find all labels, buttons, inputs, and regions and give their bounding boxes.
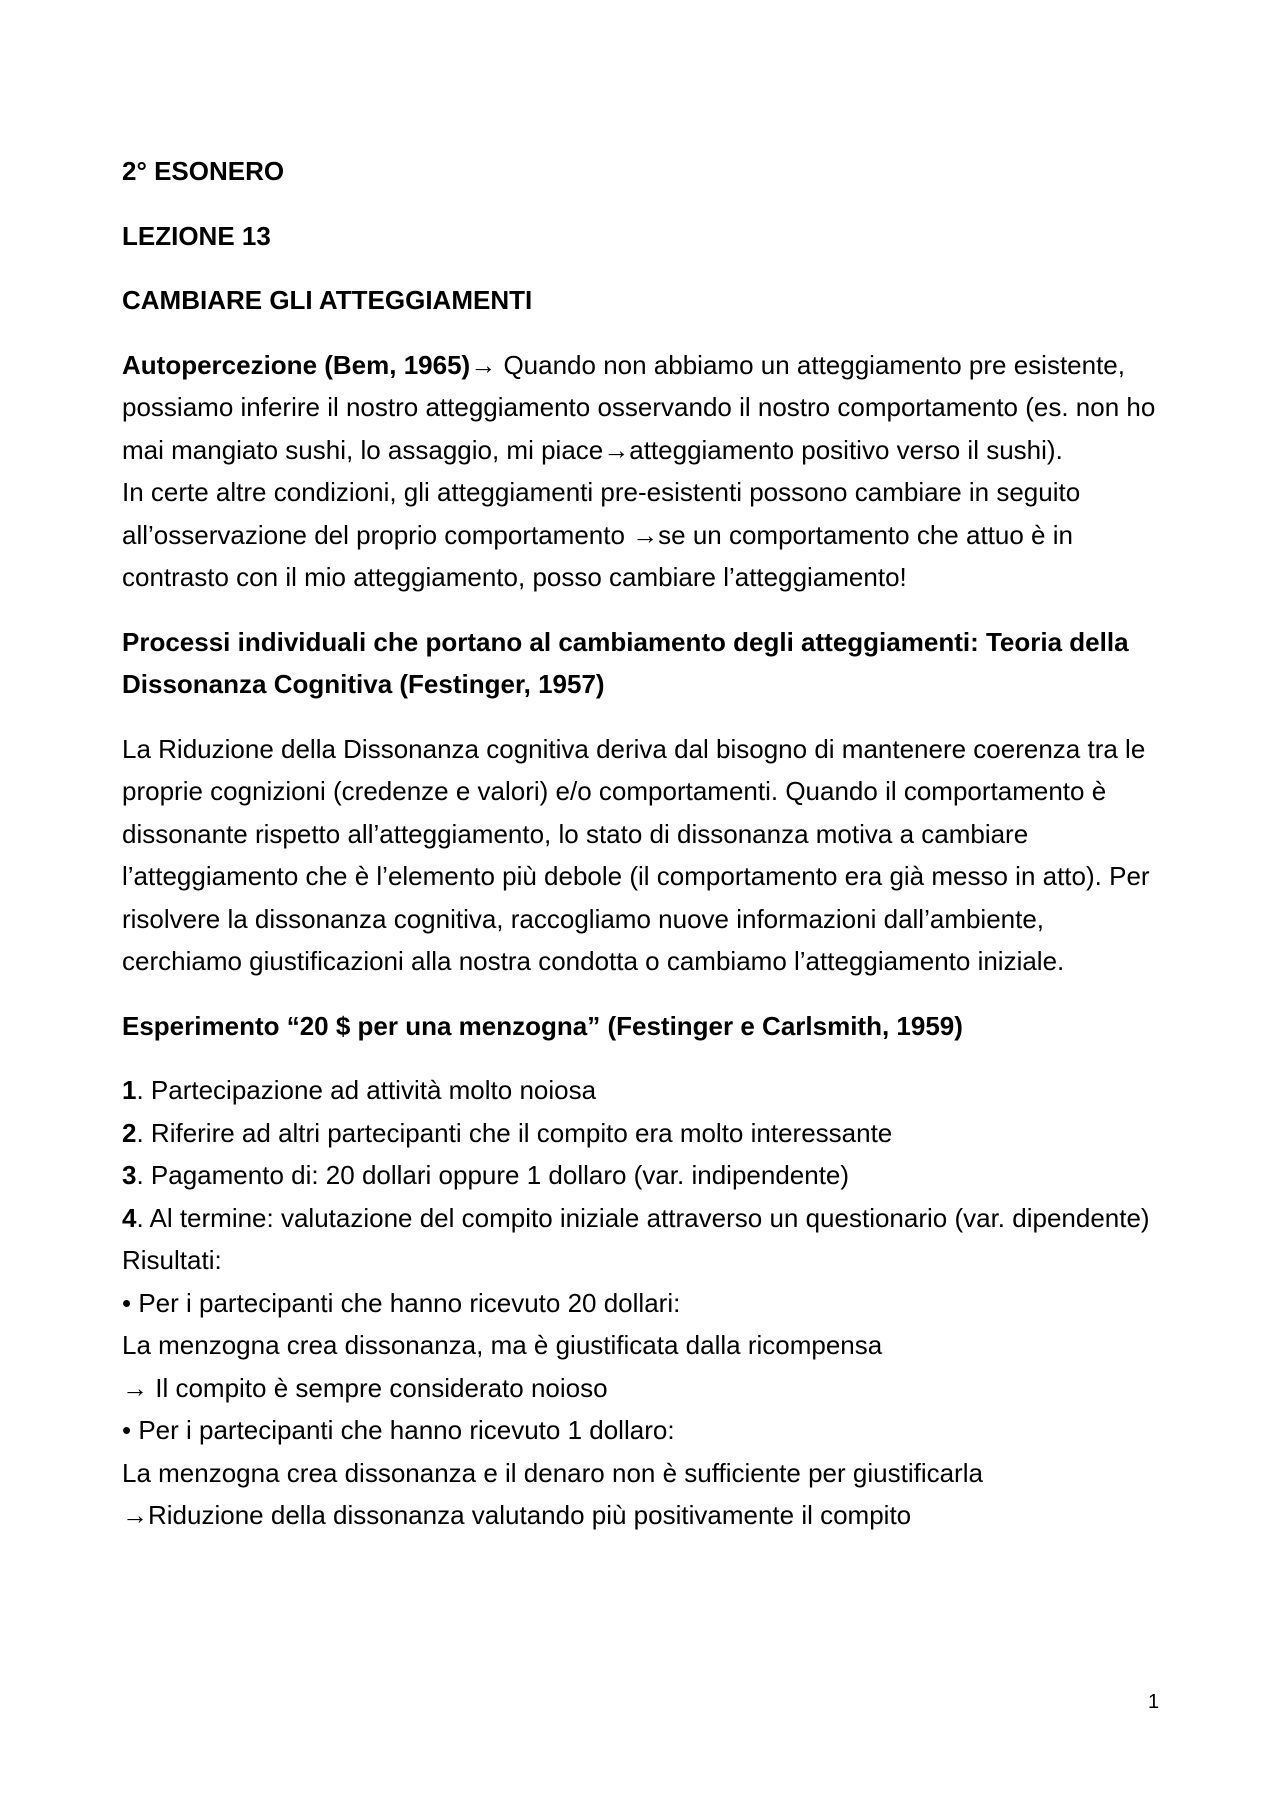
step-text: . Al termine: valutazione del compito iniziale attraverso un questionario (var. dipendente)	[136, 1202, 1150, 1233]
list-item	[122, 1069, 1162, 1112]
heading-lesson: LEZIONE 13	[122, 220, 271, 251]
heading-topic: CAMBIARE GLI ATTEGGIAMENTI	[122, 285, 533, 315]
list-item	[122, 1112, 1162, 1155]
list-item	[122, 1154, 1162, 1197]
step-number: 2	[122, 1117, 137, 1148]
results-label: Risultati:	[122, 1245, 222, 1275]
experiment-steps	[122, 1069, 1162, 1537]
step-number: 3	[122, 1160, 137, 1190]
results-line: • Per i partecipanti che hanno ricevuto 1 dollaro:	[122, 1415, 675, 1445]
results-line: →Riduzione della dissonanza valutando più positivamente il compito	[122, 1500, 912, 1530]
experiment-title: Esperimento “20 $ per una menzogna” (Festinger e Carlsmith, 1959)	[122, 1010, 963, 1041]
document-page	[122, 150, 1162, 1537]
results-line: La menzogna crea dissonanza, ma è giustificata dalla ricompensa	[122, 1330, 883, 1360]
dissonance-body: La Riduzione della Dissonanza cognitiva deriva dal bisogno di mantenere coerenza tra le proprie cognizioni (credenze e valori) e/o comportamenti. Quando il comportamento è dissonante rispetto all’atteggiamento, lo stato di dissonanza motiva a cambiare l’atteggiamento che è l’elemento più debole (il comportamento era già messo in atto). Per risolvere la dissonanza cognitiva, raccogliamo nuove informazioni dall’ambiente, cerchiamo giustificazioni alla nostra condotta o cambiamo l’atteggiamento iniziale.	[122, 733, 1150, 976]
heading-exam: 2° ESONERO	[122, 156, 285, 186]
results-line: • Per i partecipanti che hanno ricevuto 20 dollari:	[122, 1287, 681, 1318]
step-number: 1	[122, 1075, 137, 1105]
results-line: → Il compito è sempre considerato noioso	[122, 1372, 608, 1403]
autoperception-text: Quando non abbiamo un atteggiamento pre esistente, possiamo inferire il nostro atteggiamento osservando il nostro comportamento (es. non ho mai mangiato sushi, lo assaggio, mi piace→atteggiamento positivo verso il sushi).	[122, 349, 1156, 465]
step-text: . Partecipazione ad attività molto noiosa	[136, 1075, 597, 1105]
results-line: La menzogna crea dissonanza e il denaro non è sufficiente per giustificarla	[122, 1457, 983, 1488]
autoperception-paragraph	[122, 344, 1162, 472]
page-number: 1	[1148, 1691, 1160, 1713]
autoperception-lead: Autopercezione (Bem, 1965)→	[122, 349, 497, 380]
step-text: . Riferire ad altri partecipanti che il compito era molto interessante	[136, 1117, 893, 1148]
dissonance-title: Processi individuali che portano al cambiamento degli atteggiamenti: Teoria della Dissonanza Cognitiva (Festinger, 1957)	[122, 626, 1129, 699]
step-text: . Pagamento di: 20 dollari oppure 1 dollaro (var. indipendente)	[136, 1160, 850, 1190]
step-number: 4	[122, 1202, 137, 1233]
autoperception-paragraph-2: In certe altre condizioni, gli atteggiamenti pre-esistenti possono cambiare in seguito all’osservazione del proprio comportamento →se un comportamento che attuo è in contrasto con il mio atteggiamento, posso cambiare l’atteggiamento!	[122, 477, 1081, 592]
list-item	[122, 1197, 1162, 1240]
